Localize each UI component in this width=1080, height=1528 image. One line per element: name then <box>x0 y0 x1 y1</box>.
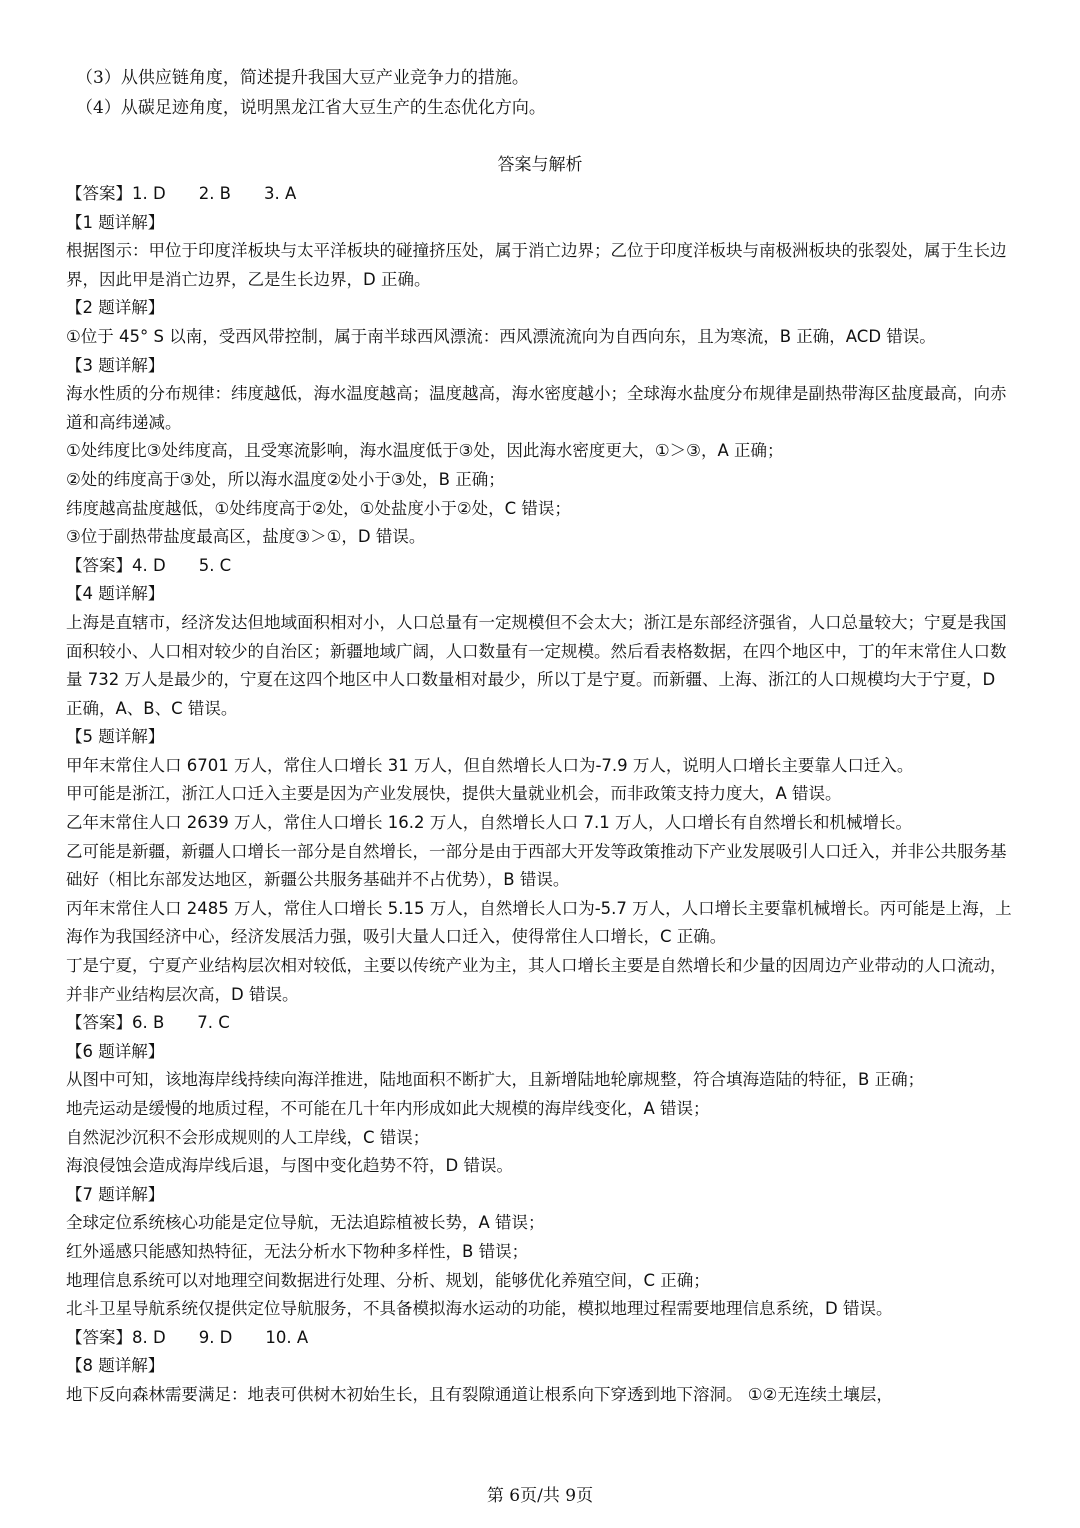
answer-heading: 【8 题详解】 <box>66 1356 165 1376</box>
answer-text: 自然泥沙沉积不会形成规则的人工岸线，C 错误； <box>66 1127 430 1147</box>
question-4: （4）从碳足迹角度，说明黑龙江省大豆生产的生态优化方向。 <box>76 98 546 118</box>
answer-text: 红外遥感只能感知热特征，无法分析水下物种多样性，B 错误； <box>66 1241 529 1261</box>
answer-heading: 【3 题详解】 <box>66 355 165 375</box>
page-footer: 第 6页/共 9页 <box>486 1486 594 1506</box>
answer-text: 北斗卫星导航系统仅提供定位导航服务，不具备模拟海水运动的功能，模拟地理过程需要地理信息系统，D 错误。 <box>66 1299 893 1319</box>
answer-heading: 【答案】4. D 5. C <box>66 555 232 575</box>
answer-text: 根据图示：甲位于印度洋板块与太平洋板块的碰撞挤压处，属于消亡边界；乙位于印度洋板块与南极洲板块的张裂处，属于生长边界，因此甲是消亡边界，乙是生长边界，D 正确。 <box>66 241 1007 289</box>
answer-text: 乙可能是新疆，新疆人口增长一部分是自然增长，一部分是由于西部大开发等政策推动下产业发展吸引人口迁入，并非公共服务基础好（相比东部发达地区，新疆公共服务基础并不占优势），B 错误。 <box>66 841 1007 890</box>
answer-heading: 【6 题详解】 <box>66 1041 165 1061</box>
answer-heading: 【答案】1. D 2. B 3. A <box>66 184 297 203</box>
answer-heading: 【5 题详解】 <box>66 727 165 747</box>
answer-text: 全球定位系统核心功能是定位导航，无法追踪植被长势，A 错误； <box>66 1213 545 1233</box>
answer-text: ③位于副热带盐度最高区，盐度③＞①，D 错误。 <box>66 527 426 547</box>
answer-heading: 【7 题详解】 <box>66 1184 165 1204</box>
answer-text: ①处纬度比③处纬度高，且受寒流影响，海水温度低于③处，因此海水密度更大，①＞③，A 正确； <box>66 441 784 461</box>
answer-text: 海浪侵蚀会造成海岸线后退，与图中变化趋势不符，D 错误。 <box>66 1156 513 1176</box>
answer-text: 纬度越高盐度越低，①处纬度高于②处，①处盐度小于②处，C 错误； <box>66 498 571 518</box>
answer-text: ②处的纬度高于③处，所以海水温度②处小于③处，B 正确； <box>66 469 505 489</box>
answer-heading: 【答案】8. D 9. D 10. A <box>66 1327 309 1347</box>
answer-text: 地下反向森林需要满足：地表可供树木初始生长，且有裂隙通道让根系向下穿透到地下溶洞。 ①②无连续土壤层， <box>66 1384 893 1404</box>
answer-text: 甲年末常住人口 6701 万人，常住人口增长 31 万人，但自然增长人口为-7.9 万人，说明人口增长主要靠人口迁入。 <box>66 755 914 775</box>
answer-heading: 【答案】6. B 7. C <box>66 1013 230 1033</box>
answer-text: 乙年末常住人口 2639 万人，常住人口增长 16.2 万人，自然增长人口 7.1 万人，人口增长有自然增长和机械增长。 <box>66 813 912 833</box>
answer-heading: 【4 题详解】 <box>66 584 165 604</box>
question-3: （3）从供应链角度，简述提升我国大豆产业竞争力的措施。 <box>76 68 529 88</box>
answer-text: 地壳运动是缓慢的地质过程，不可能在几十年内形成如此大规模的海岸线变化，A 错误； <box>66 1099 710 1118</box>
answer-text: 上海是直辖市，经济发达但地域面积相对小，人口总量有一定规模但不会太大；浙江是东部经济强省，人口总量较大；宁夏是我国面积较小、人口相对较少的自治区；新疆地域广阔，人口数量有一定规模。然后看表格数据，在四个地区中，丁的年末常住人口数量 732 万人是最少的，宁夏在这四个地区中人口数量相对最少，所以丁是宁夏。而新疆、上海、浙江的人口规模均大于宁夏，D 正确，A、B、C 错误。 <box>66 612 1007 718</box>
answer-text: 甲可能是浙江，浙江人口迁入主要是因为产业发展快，提供大量就业机会，而非政策支持力度大，A 错误。 <box>66 784 842 804</box>
answer-text: 丁是宁夏，宁夏产业结构层次相对较低，主要以传统产业为主，其人口增长主要是自然增长和少量的因周边产业带动的人口流动，并非产业结构层次高，D 错误。 <box>66 956 1007 1004</box>
answer-text: 地理信息系统可以对地理空间数据进行处理、分析、规划，能够优化养殖空间，C 正确； <box>66 1270 710 1290</box>
answer-heading: 【1 题详解】 <box>66 212 165 232</box>
section-title: 答案与解析 <box>497 155 583 175</box>
answer-heading: 【2 题详解】 <box>66 298 165 318</box>
answer-text: 丙年末常住人口 2485 万人，常住人口增长 5.15 万人，自然增长人口为-5.7 万人，人口增长主要靠机械增长。丙可能是上海，上海作为我国经济中心，经济发展活力强，吸引大量人口迁入，使得常住人口增长，C 正确。 <box>66 898 1012 947</box>
answer-text: 海水性质的分布规律：纬度越低，海水温度越高；温度越高，海水密度越小；全球海水盐度分布规律是副热带海区盐度最高，向赤道和高纬递减。 <box>66 384 1007 432</box>
answer-text: ①位于 45° S 以南，受西风带控制，属于南半球西风漂流：西风漂流流向为自西向东，且为寒流，B 正确，ACD 错误。 <box>66 326 936 346</box>
answer-body <box>66 180 1016 1410</box>
answer-text: 从图中可知，该地海岸线持续向海洋推进，陆地面积不断扩大，且新增陆地轮廓规整，符合填海造陆的特征，B 正确； <box>66 1070 925 1090</box>
